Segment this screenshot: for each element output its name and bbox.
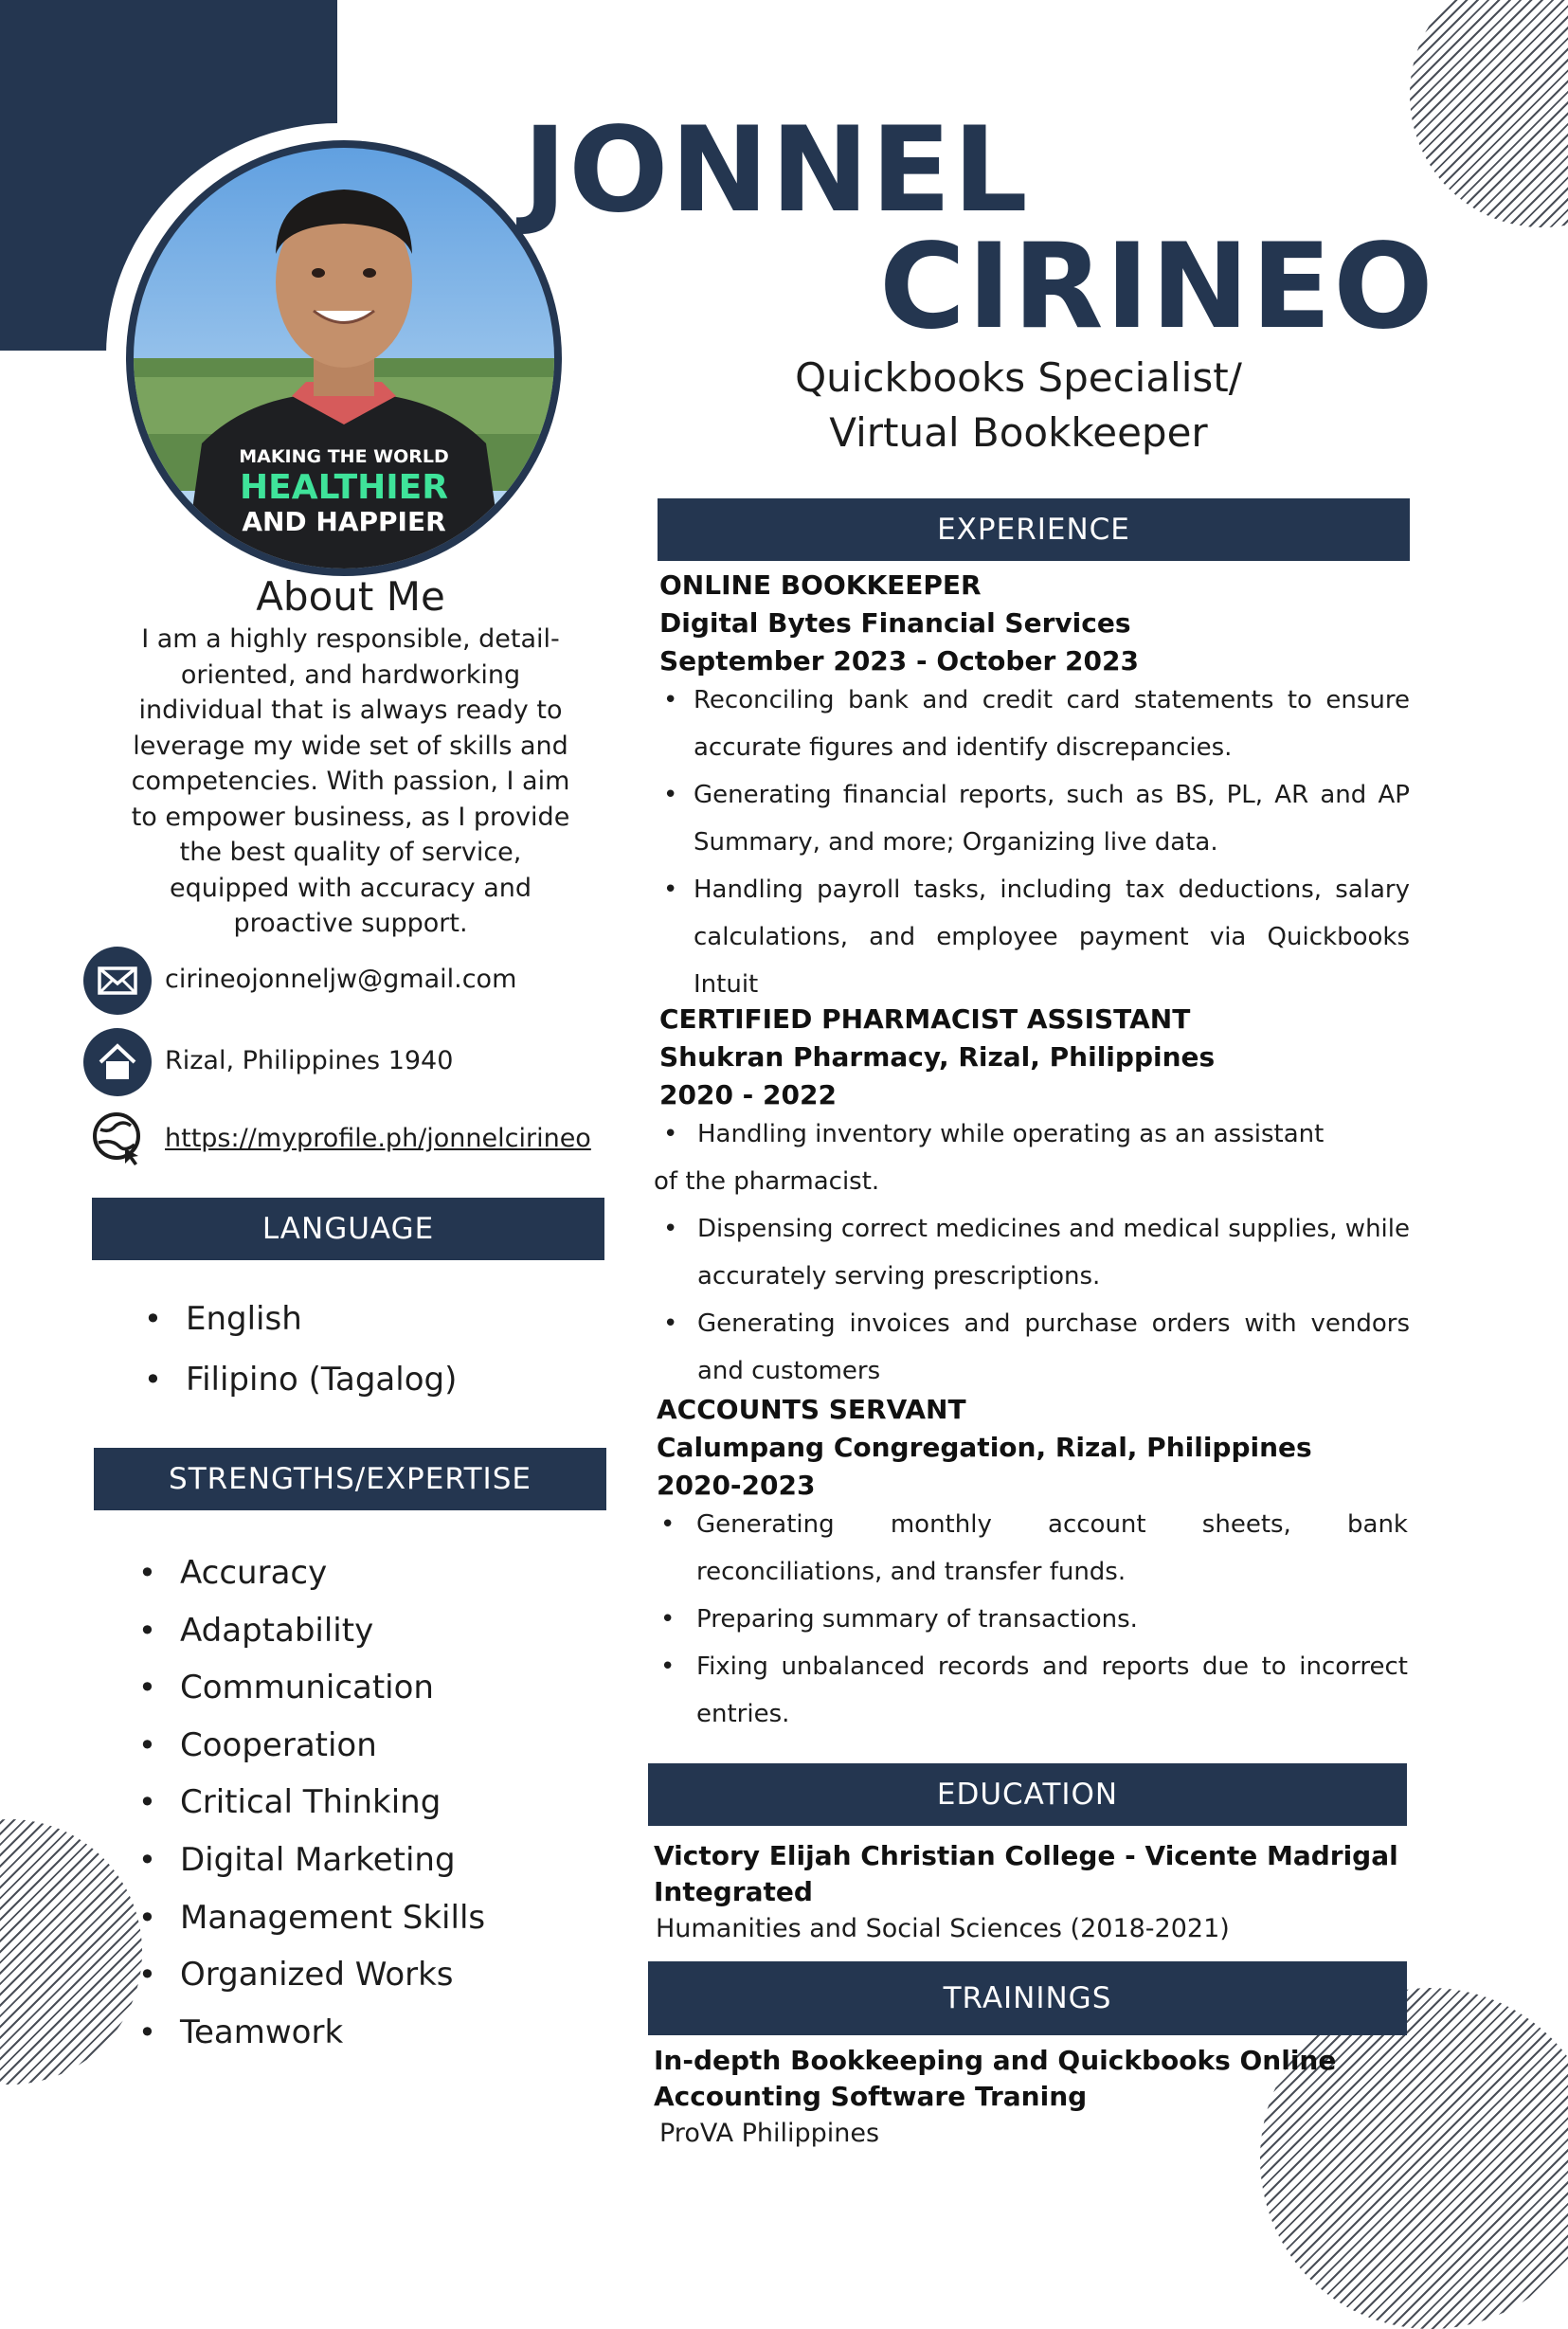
website-link[interactable]: https://myprofile.ph/jonnelcirineo <box>165 1124 591 1153</box>
job-2 <box>654 1001 1410 1395</box>
job-company: Shukran Pharmacy, Rizal, Philippines <box>659 1041 1216 1073</box>
job-bullet: • Generating monthly account sheets, bank reconciliations, and transfer funds. <box>657 1501 1408 1596</box>
role-line-1: Quickbooks Specialist/ <box>795 354 1242 401</box>
job-bullet: • Preparing summary of transactions. <box>657 1596 1408 1643</box>
job-company: Digital Bytes Financial Services <box>659 607 1131 639</box>
job-bullet: • Handling payroll tasks, including tax deductions, salary calculations, and employee payment via Quickbooks Intuit <box>659 866 1410 1008</box>
job-dates: September 2023 - October 2023 <box>659 645 1139 677</box>
job-title: ONLINE BOOKKEEPER <box>659 569 982 601</box>
job-bullet: • Generating invoices and purchase orders with vendors and customers <box>659 1300 1410 1395</box>
about-title: About Me <box>256 573 445 620</box>
shirt-text-3: AND HAPPIER <box>242 506 446 537</box>
job-bullet: • Generating financial reports, such as BS, PL, AR and AP Summary, and more; Organizing live data. <box>659 771 1410 866</box>
strength-item: • Organized Works <box>138 1946 485 2004</box>
about-line: individual that is always ready to <box>138 695 563 725</box>
job-3 <box>657 1391 1408 1738</box>
job-bullets <box>659 677 1410 1008</box>
experience-header: EXPERIENCE <box>658 498 1410 561</box>
job-dates: 2020 - 2022 <box>659 1079 837 1110</box>
home-icon <box>83 1028 152 1096</box>
education-header: EDUCATION <box>648 1763 1407 1826</box>
training-entry <box>654 2043 1402 2153</box>
training-course <box>654 2043 1402 2115</box>
about-line: oriented, and hardworking <box>180 659 521 690</box>
education-school <box>654 1838 1402 1910</box>
job-bullet: • Reconciling bank and credit card statements to ensure accurate figures and identify discrepancies. <box>659 677 1410 771</box>
about-line: competencies. With passion, I aim <box>131 767 570 796</box>
strengths-header: STRENGTHS/EXPERTISE <box>94 1448 606 1510</box>
role-title <box>663 351 1374 460</box>
training-provider: ProVA Philippines <box>659 2119 880 2148</box>
training-course-line: Accounting Software Traning <box>654 2081 1088 2112</box>
job-bullet-text: Handling inventory while operating as an assistant <box>697 1120 1325 1148</box>
education-school-line: Victory Elijah Christian College - Vicente Madrigal <box>654 1840 1398 1871</box>
strengths-list <box>138 1544 485 2061</box>
about-line: proactive support. <box>233 909 468 938</box>
role-line-2: Virtual Bookkeeper <box>829 409 1208 456</box>
education-school-line: Integrated <box>654 1876 813 1907</box>
job-title: ACCOUNTS SERVANT <box>657 1394 966 1425</box>
education-entry <box>654 1838 1402 1948</box>
job-bullets <box>657 1501 1408 1738</box>
job-bullets <box>659 1205 1410 1395</box>
about-line: I am a highly responsible, detail- <box>141 624 560 654</box>
about-text <box>87 622 614 942</box>
strength-item: • Teamwork <box>138 2004 485 2062</box>
hatch-circle-bottom-right <box>1260 1988 1568 2329</box>
language-header: LANGUAGE <box>92 1198 604 1260</box>
language-list <box>144 1289 457 1410</box>
hatch-circle-bottom-left <box>0 1819 142 2085</box>
strength-item: • Accuracy <box>138 1544 485 1602</box>
about-line: to empower business, as I provide <box>131 802 570 832</box>
email-icon <box>83 947 152 1015</box>
shirt-text-2: HEALTHIER <box>240 468 448 507</box>
profile-photo <box>126 140 562 576</box>
about-line: leverage my wide set of skills and <box>133 731 568 761</box>
strength-item: • Adaptability <box>138 1602 485 1660</box>
address-text: Rizal, Philippines 1940 <box>165 1046 454 1075</box>
email-text[interactable]: cirineojonneljw@gmail.com <box>165 965 517 994</box>
shirt-text-1: MAKING THE WORLD <box>239 446 449 467</box>
hatch-circle-top-right <box>1410 0 1568 227</box>
language-item: • Filipino (Tagalog) <box>144 1349 457 1410</box>
job-title: CERTIFIED PHARMACIST ASSISTANT <box>659 1003 1191 1035</box>
job-dates: 2020-2023 <box>657 1470 816 1501</box>
education-program: Humanities and Social Sciences (2018-2021) <box>656 1914 1230 1943</box>
globe-icon <box>91 1110 146 1165</box>
job-bullet: • Dispensing correct medicines and medical supplies, while accurately serving prescriptions. <box>659 1205 1410 1300</box>
strength-item: • Cooperation <box>138 1717 485 1775</box>
strength-item: • Critical Thinking <box>138 1774 485 1832</box>
job-bullet <box>659 1110 1410 1158</box>
first-name: JONNEL <box>523 102 1030 239</box>
job-bullet-continued: of the pharmacist. <box>654 1167 880 1196</box>
job-company: Calumpang Congregation, Rizal, Philippines <box>657 1432 1312 1463</box>
strength-item: • Digital Marketing <box>138 1832 485 1889</box>
photo-illustration <box>126 140 562 576</box>
strength-item: • Communication <box>138 1659 485 1717</box>
trainings-header: TRAININGS <box>648 1961 1407 2035</box>
language-item: • English <box>144 1289 457 1349</box>
training-course-line: In-depth Bookkeeping and Quickbooks Online <box>654 2045 1337 2076</box>
strength-item: • Management Skills <box>138 1889 485 1947</box>
job-1 <box>659 567 1410 1008</box>
job-bullet: • Fixing unbalanced records and reports due to incorrect entries. <box>657 1643 1408 1738</box>
about-line: the best quality of service, <box>179 838 522 867</box>
last-name: CIRINEO <box>879 219 1435 355</box>
about-line: equipped with accuracy and <box>169 873 532 903</box>
job-bullets <box>659 1110 1410 1158</box>
